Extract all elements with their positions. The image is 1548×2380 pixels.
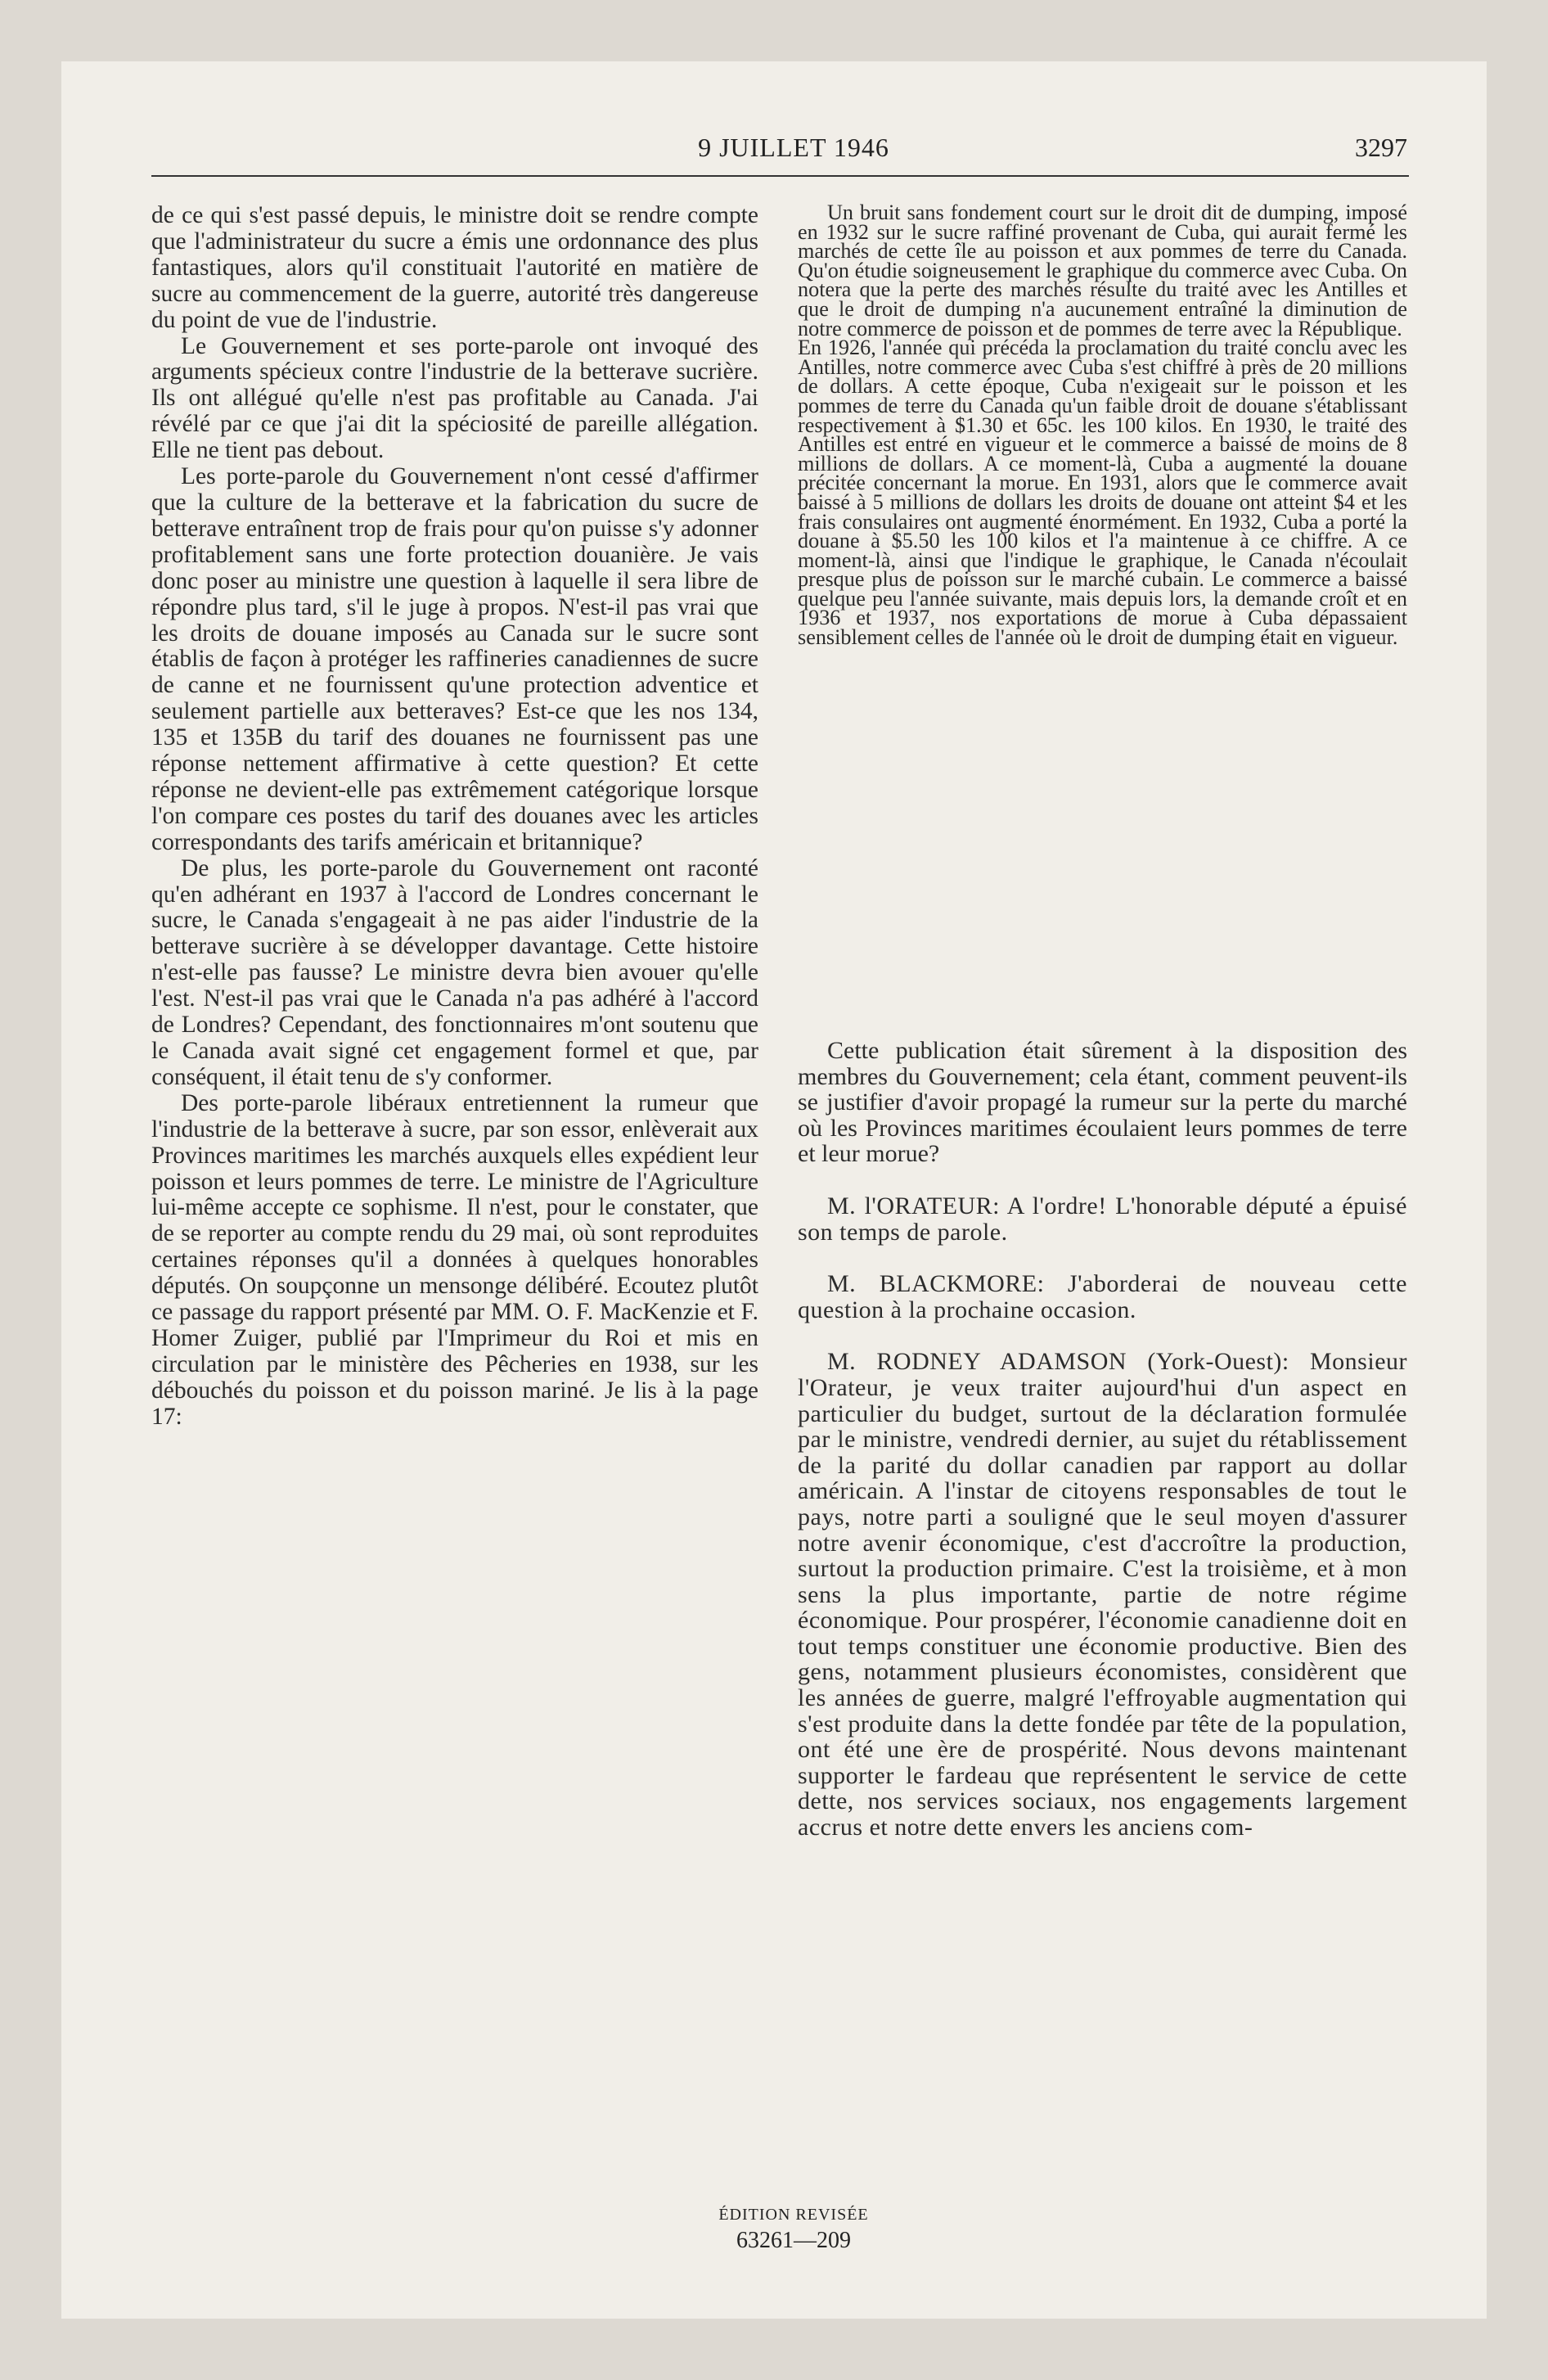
quote-paragraph: Un bruit sans fondement court sur le droit dit de dumping, imposé en 1932 sur le sucre raffiné provenant de Cuba, qui aurait fermé les marchés de cette île au poisson et aux pommes de terre du Canada. Qu'on étudie soigneusement le graphique du commerce avec Cuba. On notera que la perte des marchés résulte du traité avec les Antilles et que le droit de dumping n'a aucunement entraîné la diminution de notre commerce de poisson et de pommes de terre avec la République.: [798, 201, 1407, 340]
paragraph: Cette publication était sûrement à la disposition des membres du Gouvernement; cela étant, comment peuvent-ils se justifier d'avoir propagé la rumeur sur la perte du marché où les Provinces maritimes écoulaient leurs pommes de terre et leur morue?: [798, 1037, 1407, 1168]
left-column: [151, 203, 758, 1431]
speaker-paragraph: M. BLACKMORE: J'aborderai de nouveau cette question à la prochaine occasion.: [798, 1270, 1407, 1323]
page-number: 3297: [1355, 133, 1407, 162]
right-column: [798, 1038, 1407, 1841]
paragraph: de ce qui s'est passé depuis, le ministre doit se rendre compte que l'administrateur du sucre a émis une ordonnance des plus fantastiques, alors qu'il constituait l'autorité en matière de sucre au commencement de la guerre, autorité très dangereuse du point de vue de l'industrie.: [151, 202, 758, 333]
quote-paragraph: En 1926, l'année qui précéda la proclamation du traité conclu avec les Antilles, notre commerce avec Cuba s'est chiffré à près de 20 millions de dollars. A cette époque, Cuba n'exigeait sur le poisson et les pommes de terre du Canada qu'un faible droit de douane s'établissant respectivement à $1.30 et 65c. les 100 kilos. En 1930, le traité des Antilles est entré en vigueur et le commerce a baissé de moins de 8 millions de dollars. A ce moment-là, Cuba a augmenté la douane précitée concernant la morue. En 1931, alors que le commerce avait baissé à 5 millions de dollars les droits de douane ont atteint $4 et les frais consulaires ont augmenté énormément. En 1932, Cuba a porté la douane à $5.50 les 100 kilos et l'a maintenue à ce chiffre. A ce moment-là, ainsi que l'indique le graphique, le Canada n'écoulait presque plus de poisson sur le marché cubain. Le commerce a baissé quelque peu l'année suivante, mais depuis lors, la demande croît et en 1936 et 1937, nos exportations de morue à Cuba dépassaient sensiblement celles de l'année où le droit de dumping était en vigueur.: [798, 336, 1407, 650]
paragraph: Des porte-parole libéraux entretiennent la rumeur que l'industrie de la betterave à sucre, par son essor, enlèverait aux Provinces maritimes les marchés auxquels elles expédient leur poisson et leurs pommes de terre. Le ministre de l'Agriculture lui-même accepte ce sophisme. Il n'est, pour le constater, que de se reporter au compte rendu du 29 mai, où sont reproduites certaines réponses qu'il a données à quelques honorables députés. On soupçonne un mensonge délibéré. Ecoutez plutôt ce passage du rapport présenté par MM. O. F. MacKenzie et F. Homer Zuiger, publié par l'Imprimeur du Roi et mis en circulation par le ministère des Pêcheries en 1938, sur les débouchés du poisson et du poisson mariné. Je lis à la page 17:: [151, 1089, 758, 1430]
print-code: 63261—209: [736, 2228, 851, 2253]
page-date: 9 JUILLET 1946: [698, 133, 889, 162]
header-rule: [151, 175, 1409, 177]
quoted-report: [798, 201, 1407, 650]
paragraph: Le Gouvernement et ses porte-parole ont invoqué des arguments spécieux contre l'industrie de la betterave sucrière. Ils ont allégué qu'elle n'est pas profitable au Canada. J'ai révélé par ce que j'ai dit la spéciosité de pareille allégation. Elle ne tient pas debout.: [151, 332, 758, 464]
paragraph: Les porte-parole du Gouvernement n'ont cessé d'affirmer que la culture de la betterave et la fabrication du sucre de betterave entraînent trop de frais pour qu'on puisse s'y adonner profitablement sans une forte protection douanière. Je vais donc poser au ministre une question à laquelle il sera libre de répondre plus tard, s'il le juge à propos. N'est-il pas vrai que les droits de douane imposés au Canada sur le sucre sont établis de façon à protéger les raffineries canadiennes de sucre de canne et ne fournissent qu'une protection adventice et seulement partielle aux betteraves? Est-ce que les nos 134, 135 et 135B du tarif des douanes ne fournissent pas une réponse nettement affirmative à cette question? Et cette réponse ne devient-elle pas extrêmement catégorique lorsque l'on compare ces postes du tarif des douanes avec les articles correspondants des tarifs américain et britannique?: [151, 463, 758, 855]
paragraph: De plus, les porte-parole du Gouvernement ont raconté qu'en adhérant en 1937 à l'accord de Londres concernant le sucre, le Canada s'engageait à ne pas aider l'industrie de la betterave sucrière à se développer davantage. Cette histoire n'est-elle pas fausse? Le ministre devra bien avouer qu'elle l'est. N'est-il pas vrai que le Canada n'a pas adhéré à l'accord de Londres? Cependant, des fonctionnaires m'ont soutenu que le Canada avait signé cet engagement formel et que, par conséquent, il était tenu de s'y conformer.: [151, 854, 758, 1090]
speaker-paragraph: M. RODNEY ADAMSON (York-Ouest): Monsieur l'Orateur, je veux traiter aujourd'hui d'un aspect en particulier du budget, surtout de la déclaration formulée par le ministre, vendredi dernier, au sujet du rétablissement de la parité du dollar canadien par rapport au dollar américain. A l'instar de citoyens responsables de tout le pays, notre parti a souligné que le seul moyen d'assurer notre avenir économique, c'est d'accroître la production, surtout la production primaire. C'est la troisième, et à mon sens la plus importante, partie de notre régime économique. Pour prospérer, l'économie canadienne doit en tout temps constituer une économie productive. Bien des gens, notamment plusieurs économistes, considèrent que les années de guerre, malgré l'effroyable augmentation qui s'est produite dans la dette fondée par tête de la population, ont été une ère de prospérité. Nous devons maintenant supporter le fardeau que représentent le service de cette dette, nos services sociaux, nos engagements largement accrus et notre dette envers les anciens com-: [798, 1348, 1407, 1841]
speaker-paragraph: M. l'ORATEUR: A l'ordre! L'honorable député a épuisé son temps de parole.: [798, 1192, 1407, 1246]
edition-label: ÉDITION REVISÉE: [718, 2206, 869, 2224]
